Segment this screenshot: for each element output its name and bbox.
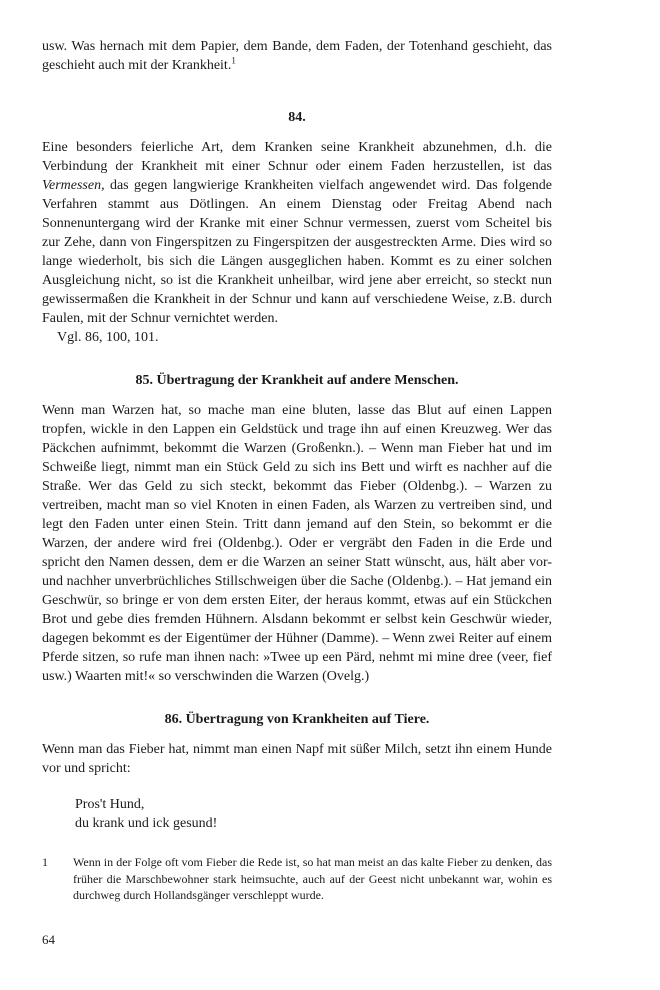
footnote-reference: 1 bbox=[231, 55, 236, 66]
section-86-paragraph: Wenn man das Fieber hat, nimmt man einen Napf mit süßer Milch, setzt ihn einem Hunde vor und spricht: bbox=[42, 742, 552, 776]
verse-line: Pros't Hund, bbox=[75, 797, 145, 812]
section-84-heading: 84. bbox=[288, 110, 306, 125]
page-number: 64 bbox=[42, 932, 55, 947]
verse-line: du krank und ick gesund! bbox=[75, 816, 218, 831]
intro-text: usw. Was hernach mit dem Papier, dem Bande, dem Faden, der Totenhand geschieht, das geschieht auch mit der Krankheit. bbox=[42, 39, 552, 73]
footnote-marker: 1 bbox=[42, 855, 48, 869]
italic-term: Vermessen, bbox=[42, 178, 105, 193]
paragraph-text: Eine besonders feierliche Art, dem Kranken seine Krankheit abzunehmen, d.h. die Verbindung der Krankheit mit einer Schnur oder einem Faden herzustellen, ist das bbox=[42, 140, 552, 174]
section-85-paragraph: Wenn man Warzen hat, so mache man eine bluten, lasse das Blut auf einen Lappen tropfen, wickle in den Lappen ein Geldstück und trage ihn auf einen Kreuzweg. Wer das Päckchen aufnimmt, bekommt die Warzen (Großenkn.). – Wenn man Fieber hat und im Schweiße liegt, nimmt man ein Stück Geld zu sich ins Bett und wirft es nachher auf die Straße. Wer das Geld zu sich steckt, bekommt das Fieber (Oldenbg.). – Warzen zu vertreiben, macht man so viel Knoten in einen Faden, als Warzen zu vertreiben sind, und legt den Faden unter einen Stein. Tritt dann jemand auf den Stein, so bekommt er die Warzen, der andere wird frei (Oldenbg.). Oder er vergräbt den Faden in die Erde und spricht den Namen dessen, dem er die Warzen an seiner Statt wünscht, aus, hält aber vor- und nachher unverbrüchliches Stillschweigen über die Sache (Oldenbg.). – Hat jemand ein Geschwür, so bringe er von dem ersten Eiter, der heraus kommt, etwas auf ein Stückchen Brot und gebe dies fremden Hühnern. Alsdann bekommt er selbst kein Geschwür wieder, dagegen bekommt es der Eigentümer der Hühner (Damme). – Wenn zwei Reiter auf einem Pferde sitzen, so rufe man ihnen nach: »Twee up een Pärd, nehmt mi mine dree (veer, fief usw.) Waarten mit!« so verschwinden die Warzen (Ovelg.) bbox=[42, 403, 552, 684]
paragraph-text: das gegen langwierige Krankheiten vielfach angewendet wird. Das folgende Verfahren stammt aus Dötlingen. An einem Dienstag oder Freitag Abend nach Sonnenuntergang wird der Kranke mit einer Schnur vermessen, zuerst vom Scheitel bis zur Zehe, dann von Fingerspitzen zu Fingerspitzen der ausgestreckten Arme. Dies wird so lange wiederholt, bis sich die Längen ausgeglichen haben. Kommt es zu einer solchen Ausgleichung nicht, so ist die Krankheit unheilbar, wird jene aber erreicht, so steckt nun gewissermaßen die Krankheit in der Schnur und kann auf verschiedene Weise, z.B. durch Faulen, mit der Schnur vernichtet werden. bbox=[42, 178, 552, 326]
section-85-heading: 85. Übertragung der Krankheit auf andere Menschen. bbox=[135, 373, 459, 388]
intro-paragraph bbox=[42, 37, 552, 75]
cross-reference-line: Vgl. 86, 100, 101. bbox=[57, 330, 159, 345]
section-84-paragraph bbox=[42, 138, 552, 328]
section-86-heading: 86. Übertragung von Krankheiten auf Tiere. bbox=[164, 712, 430, 727]
footnote-text: Wenn in der Folge oft vom Fieber die Rede ist, so hat man meist an das kalte Fieber zu denken, das früher die Marschbewohner stark heimsuchte, auch auf der Geest nicht unbekannt war, wohin es durchweg durch Hollandsgänger verschleppt wurde. bbox=[73, 855, 552, 902]
footnote bbox=[42, 854, 552, 904]
verse bbox=[75, 795, 552, 833]
